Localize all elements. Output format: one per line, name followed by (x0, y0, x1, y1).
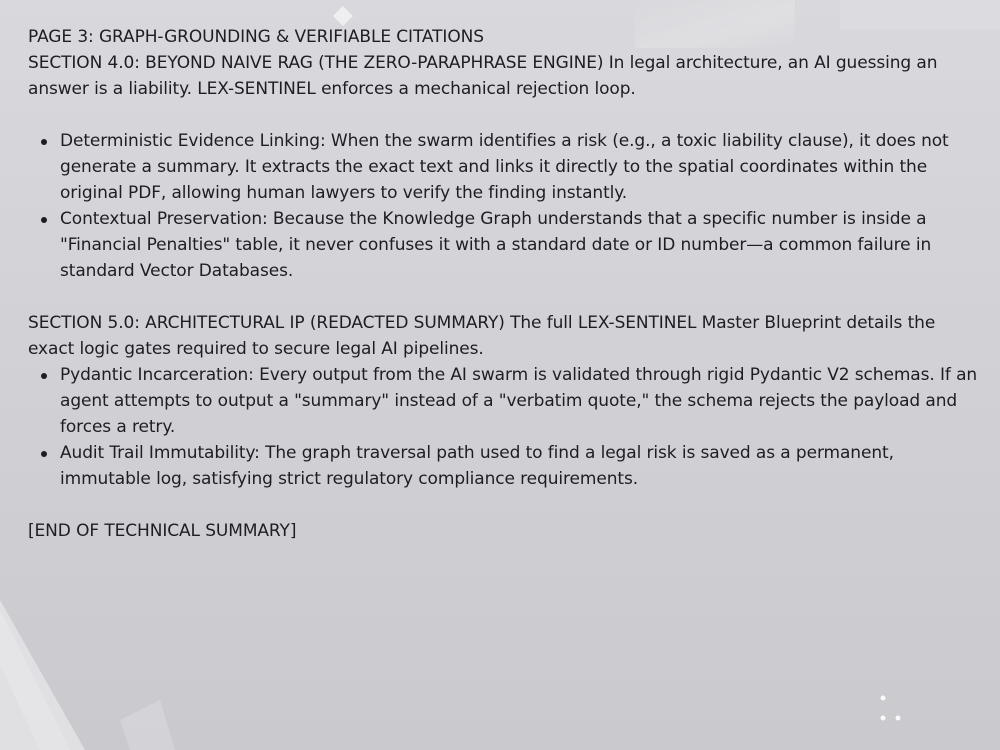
end-of-summary-text: [END OF TECHNICAL SUMMARY] (28, 521, 297, 541)
document-body (28, 24, 978, 544)
section-4-bullet-evidence-linking: Deterministic Evidence Linking: When the swarm identifies a risk (e.g., a toxic liability clause), it does not generate a summary. It extracts the exact text and links it directly to the spatial coordinates within the original PDF, allowing human lawyers to verify the finding instantly. (28, 128, 978, 206)
corner-dots (881, 696, 901, 721)
corner-shape-lower-left (0, 600, 175, 750)
section-4-bullet-list (28, 128, 978, 284)
section-5-bullet-list (28, 362, 978, 492)
section-5-heading-text: SECTION 5.0: ARCHITECTURAL IP (REDACTED SUMMARY) The full LEX-SENTINEL Master Blueprint details the exact logic gates required to secure legal AI pipelines. (28, 313, 936, 359)
section-4-heading-text: SECTION 4.0: BEYOND NAIVE RAG (THE ZERO-PARAPHRASE ENGINE) In legal architecture, an AI guessing an answer is a liability. LEX-SENTINEL enforces a mechanical rejection loop. (28, 53, 938, 99)
page-title: PAGE 3: GRAPH-GROUNDING & VERIFIABLE CITATIONS (28, 27, 484, 47)
section-4-bullet-contextual-preservation: Contextual Preservation: Because the Knowledge Graph understands that a specific number is inside a "Financial Penalties" table, it never confuses it with a standard date or ID number—a common failure in standard Vector Databases. (28, 206, 978, 284)
section-5-bullet-audit-trail: Audit Trail Immutability: The graph traversal path used to find a legal risk is saved as a permanent, immutable log, satisfying strict regulatory compliance requirements. (28, 440, 978, 492)
top-diamond (333, 6, 353, 26)
section-5-bullet-pydantic: Pydantic Incarceration: Every output from the AI swarm is validated through rigid Pydantic V2 schemas. If an agent attempts to output a "summary" instead of a "verbatim quote," the schema rejects the payload and forces a retry. (28, 362, 978, 440)
